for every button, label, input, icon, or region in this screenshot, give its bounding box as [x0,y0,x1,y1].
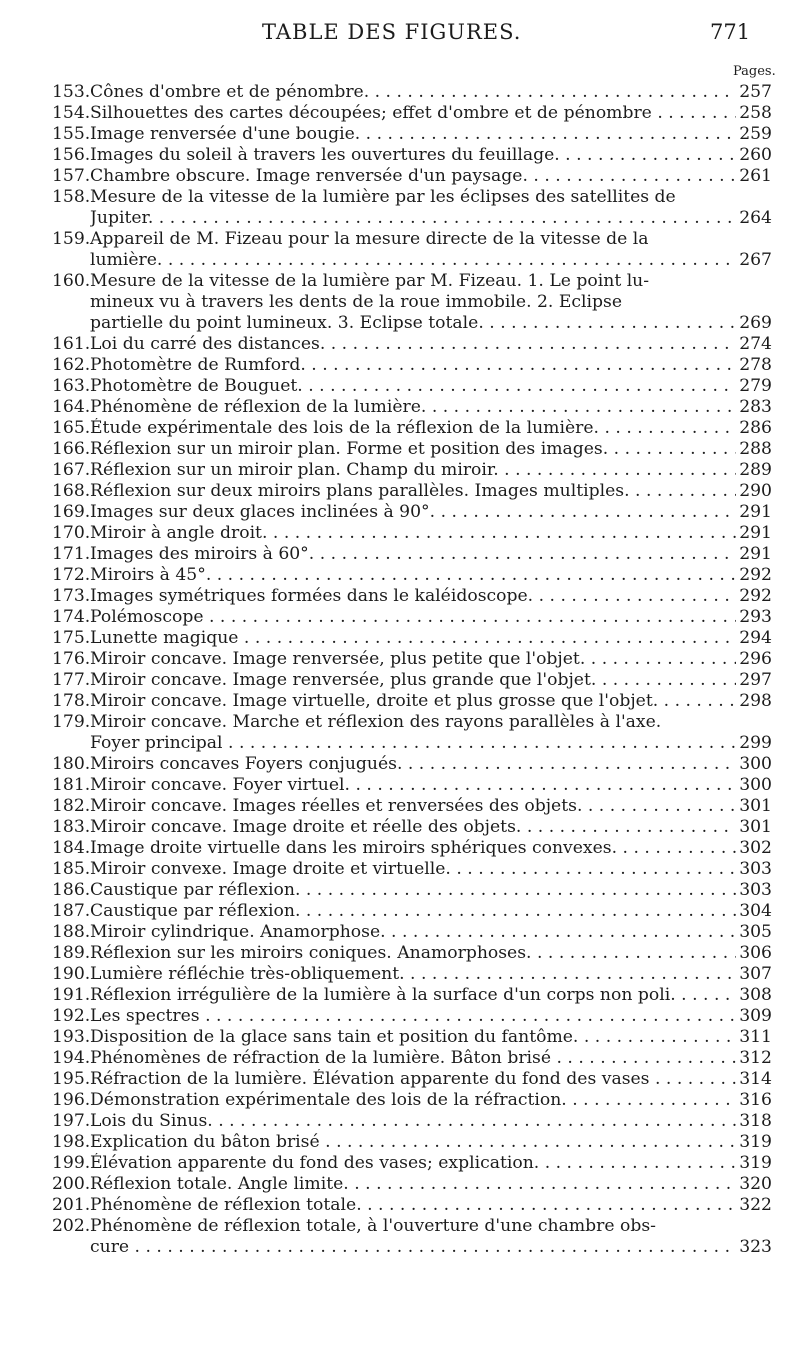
entry-title: Miroir cylindrique. Anamorphose. . . . [90,922,736,943]
figure-number: 183. [52,817,91,837]
toc-entry [52,229,772,271]
entry-title: partielle du point lumineux. 3. Eclipse totale. . . . [90,313,736,334]
entry-title: Les spectres . . . [90,1006,736,1027]
figure-number: 200. [52,1174,91,1194]
page-reference: 300 [739,754,772,774]
entry-title: Miroir concave. Image droite et réelle des objets. . . . [90,817,736,838]
figure-number: 185. [52,859,91,879]
page-reference: 302 [739,838,772,858]
page-reference: 297 [739,670,772,690]
toc-entry [52,880,772,901]
figure-number: 171. [52,544,91,564]
entry-title: Réflexion sur un miroir plan. Forme et position des images. . . . [90,439,736,460]
page-reference: 279 [739,376,772,396]
entry-title: Images sur deux glaces inclinées à 90°. . . . [90,502,736,523]
entry-title: Cônes d'ombre et de pénombre. . . . [90,82,736,103]
figure-number: 186. [52,880,91,900]
page-reference: 294 [739,628,772,648]
figure-number: 176. [52,649,91,669]
entry-title: Caustique par réflexion. . . . [90,901,736,922]
entry-title: Images symétriques formées dans le kaléidoscope. . . . [90,586,736,607]
toc-entry [52,334,772,355]
entry-title-line: Miroir concave. Marche et réflexion des rayons parallèles à l'axe. [90,712,662,732]
toc-entry [52,355,772,376]
entry-title: Caustique par réflexion. . . . [90,880,736,901]
page-reference: 300 [739,775,772,795]
page-reference: 292 [739,586,772,606]
figure-number: 166. [52,439,91,459]
figure-number: 170. [52,523,91,543]
entry-title: Image droite virtuelle dans les miroirs sphériques convexes. . . . [90,838,736,859]
toc-entry [52,187,772,229]
entry-title: Miroir concave. Image virtuelle, droite et plus grosse que l'objet. . . . [90,691,736,712]
page-reference: 322 [739,1195,772,1215]
figure-number: 153. [52,82,91,102]
entry-title: Lumière réfléchie très-obliquement. . . . [90,964,736,985]
entry-title: Phénomènes de réfraction de la lumière. Bâton brisé . . . [90,1048,736,1069]
toc-entry [52,691,772,712]
toc-entry [52,1132,772,1153]
entry-title: Lois du Sinus. . . . [90,1111,736,1132]
figure-number: 154. [52,103,91,123]
figure-number: 177. [52,670,91,690]
toc-entry [52,418,772,439]
toc-entry [52,1174,772,1195]
figure-number: 187. [52,901,91,921]
page-reference: 286 [739,418,772,438]
page-number: 771 [710,20,751,44]
figure-number: 163. [52,376,91,396]
page-reference: 308 [739,985,772,1005]
page-reference: 318 [739,1111,772,1131]
entry-title: Jupiter. . . . [90,208,736,229]
entry-title: Phénomène de réflexion totale. . . . [90,1195,736,1216]
toc-entry [52,1090,772,1111]
entry-title: Phénomène de réflexion de la lumière. . . . [90,397,736,418]
toc-entry [52,1195,772,1216]
figure-number: 188. [52,922,91,942]
toc-entry [52,670,772,691]
entry-title: Élévation apparente du fond des vases; explication. . . . [90,1153,736,1174]
entry-title: Miroir concave. Image renversée, plus petite que l'objet. . . . [90,649,736,670]
toc-entry [52,1111,772,1132]
entry-title: Miroir concave. Image renversée, plus grande que l'objet. . . . [90,670,736,691]
toc-entry [52,838,772,859]
toc-entry [52,796,772,817]
figure-number: 181. [52,775,91,795]
figure-number: 194. [52,1048,91,1068]
entry-title: Photomètre de Rumford. . . . [90,355,736,376]
entry-title: Photomètre de Bouguet. . . . [90,376,736,397]
page-reference: 299 [739,733,772,753]
page-reference: 298 [739,691,772,711]
toc-entry [52,460,772,481]
page-reference: 283 [739,397,772,417]
page-reference: 306 [739,943,772,963]
toc-entry [52,481,772,502]
toc-entry [52,922,772,943]
toc-entry [52,985,772,1006]
figure-number: 167. [52,460,91,480]
page-header [0,20,800,50]
toc-entry [52,565,772,586]
figure-number: 156. [52,145,91,165]
page-reference: 303 [739,859,772,879]
page-reference: 274 [739,334,772,354]
page-reference: 291 [739,502,772,522]
entry-title: Loi du carré des distances. . . . [90,334,736,355]
entry-title-line: Appareil de M. Fizeau pour la mesure directe de la vitesse de la [90,229,649,249]
entry-title: Réflexion totale. Angle limite. . . . [90,1174,736,1195]
page-reference: 304 [739,901,772,921]
page-reference: 278 [739,355,772,375]
page-reference: 267 [739,250,772,270]
page-reference: 303 [739,880,772,900]
figure-number: 190. [52,964,91,984]
toc-entry [52,544,772,565]
toc-entry [52,523,772,544]
entry-title: Silhouettes des cartes découpées; effet d'ombre et de pénombre . . . [90,103,736,124]
toc-entry [52,397,772,418]
figure-number: 160. [52,271,91,291]
figure-number: 172. [52,565,91,585]
page-reference: 296 [739,649,772,669]
toc-entry [52,166,772,187]
entry-title: Lunette magique . . . [90,628,736,649]
entry-title: Image renversée d'une bougie. . . . [90,124,736,145]
toc-entry [52,439,772,460]
figure-number: 196. [52,1090,91,1110]
entry-title-line: Mesure de la vitesse de la lumière par les éclipses des satellites de [90,187,676,207]
page-reference: 257 [739,82,772,102]
entry-title: Miroirs concaves Foyers conjugués. . . . [90,754,736,775]
page-reference: 320 [739,1174,772,1194]
entry-title: lumière. . . . [90,250,736,271]
entry-title: Polémoscope . . . [90,607,736,628]
page-reference: 269 [739,313,772,333]
figure-number: 165. [52,418,91,438]
page-reference: 319 [739,1153,772,1173]
entry-title: Disposition de la glace sans tain et position du fantôme. . . . [90,1027,736,1048]
page-reference: 323 [739,1237,772,1257]
figure-number: 179. [52,712,91,732]
toc-entry [52,124,772,145]
figure-number: 157. [52,166,91,186]
figure-number: 197. [52,1111,91,1131]
toc-entry [52,943,772,964]
toc-entry [52,607,772,628]
entry-title: Miroir concave. Foyer virtuel. . . . [90,775,736,796]
toc-entry [52,775,772,796]
entry-title: Réflexion sur un miroir plan. Champ du miroir. . . . [90,460,736,481]
figure-number: 180. [52,754,91,774]
figure-number: 182. [52,796,91,816]
toc-entry [52,1048,772,1069]
toc-entry [52,712,772,754]
page-reference: 292 [739,565,772,585]
entry-title: Réflexion irrégulière de la lumière à la surface d'un corps non poli. . . . [90,985,736,1006]
entry-title: Images du soleil à travers les ouvertures du feuillage. . . . [90,145,736,166]
entry-title: Miroir concave. Images réelles et renversées des objets. . . . [90,796,736,817]
figure-number: 184. [52,838,91,858]
figure-number: 191. [52,985,91,1005]
running-title: TABLE DES FIGURES. [262,20,522,44]
page-reference: 288 [739,439,772,459]
figure-number: 162. [52,355,91,375]
figure-number: 193. [52,1027,91,1047]
toc-entry [52,1069,772,1090]
figure-number: 161. [52,334,91,354]
page-reference: 307 [739,964,772,984]
page-reference: 311 [739,1027,772,1047]
pages-column-label: Pages. [733,64,776,79]
entry-title-line: Phénomène de réflexion totale, à l'ouverture d'une chambre obs- [90,1216,656,1236]
entry-title: Réflexion sur deux miroirs plans parallèles. Images multiples. . . . [90,481,736,502]
toc-entry [52,1006,772,1027]
toc-entry [52,586,772,607]
figure-number: 158. [52,187,91,207]
page-reference: 309 [739,1006,772,1026]
figure-list [52,82,772,1258]
entry-title: Explication du bâton brisé . . . [90,1132,736,1153]
entry-title: Miroir convexe. Image droite et virtuelle. . . . [90,859,736,880]
page-reference: 259 [739,124,772,144]
figure-number: 195. [52,1069,91,1089]
toc-entry [52,271,772,334]
figure-number: 174. [52,607,91,627]
page-reference: 314 [739,1069,772,1089]
figure-number: 173. [52,586,91,606]
toc-entry [52,145,772,166]
toc-entry [52,628,772,649]
page-reference: 290 [739,481,772,501]
figure-number: 164. [52,397,91,417]
entry-title-line: mineux vu à travers les dents de la roue immobile. 2. Eclipse [90,292,623,312]
page-reference: 319 [739,1132,772,1152]
page-reference: 301 [739,817,772,837]
toc-entry [52,103,772,124]
page-reference: 289 [739,460,772,480]
page-reference: 258 [739,103,772,123]
toc-entry [52,502,772,523]
page-reference: 261 [739,166,772,186]
page-reference: 260 [739,145,772,165]
page-reference: 301 [739,796,772,816]
entry-title: Réfraction de la lumière. Élévation apparente du fond des vases . . . [90,1069,736,1090]
entry-title: Foyer principal . . . [90,733,736,754]
page-reference: 293 [739,607,772,627]
toc-entry [52,1153,772,1174]
entry-title-line: Mesure de la vitesse de la lumière par M. Fizeau. 1. Le point lu- [90,271,650,291]
page-reference: 312 [739,1048,772,1068]
entry-title: Miroirs à 45°. . . . [90,565,736,586]
page-reference: 264 [739,208,772,228]
entry-title: Démonstration expérimentale des lois de la réfraction. . . . [90,1090,736,1111]
page-reference: 305 [739,922,772,942]
figure-number: 168. [52,481,91,501]
toc-entry [52,817,772,838]
figure-number: 175. [52,628,91,648]
entry-title: Images des miroirs à 60°. . . . [90,544,736,565]
figure-number: 159. [52,229,91,249]
figure-number: 202. [52,1216,91,1236]
figure-number: 198. [52,1132,91,1152]
page-reference: 316 [739,1090,772,1110]
entry-title: Étude expérimentale des lois de la réflexion de la lumière. . . . [90,418,736,439]
toc-entry [52,1027,772,1048]
figure-number: 155. [52,124,91,144]
entry-title: Chambre obscure. Image renversée d'un paysage. . . . [90,166,736,187]
figure-number: 189. [52,943,91,963]
figure-number: 169. [52,502,91,522]
figure-number: 199. [52,1153,91,1173]
figure-number: 178. [52,691,91,711]
toc-entry [52,376,772,397]
page-reference: 291 [739,523,772,543]
toc-entry [52,754,772,775]
toc-entry [52,859,772,880]
toc-entry [52,964,772,985]
entry-title: cure . . . [90,1237,736,1258]
toc-entry [52,1216,772,1258]
figure-number: 201. [52,1195,91,1215]
entry-title: Réflexion sur les miroirs coniques. Anamorphoses. . . . [90,943,736,964]
toc-entry [52,649,772,670]
toc-entry [52,901,772,922]
figure-number: 192. [52,1006,91,1026]
entry-title: Miroir à angle droit. . . . [90,523,736,544]
page-reference: 291 [739,544,772,564]
toc-entry [52,82,772,103]
